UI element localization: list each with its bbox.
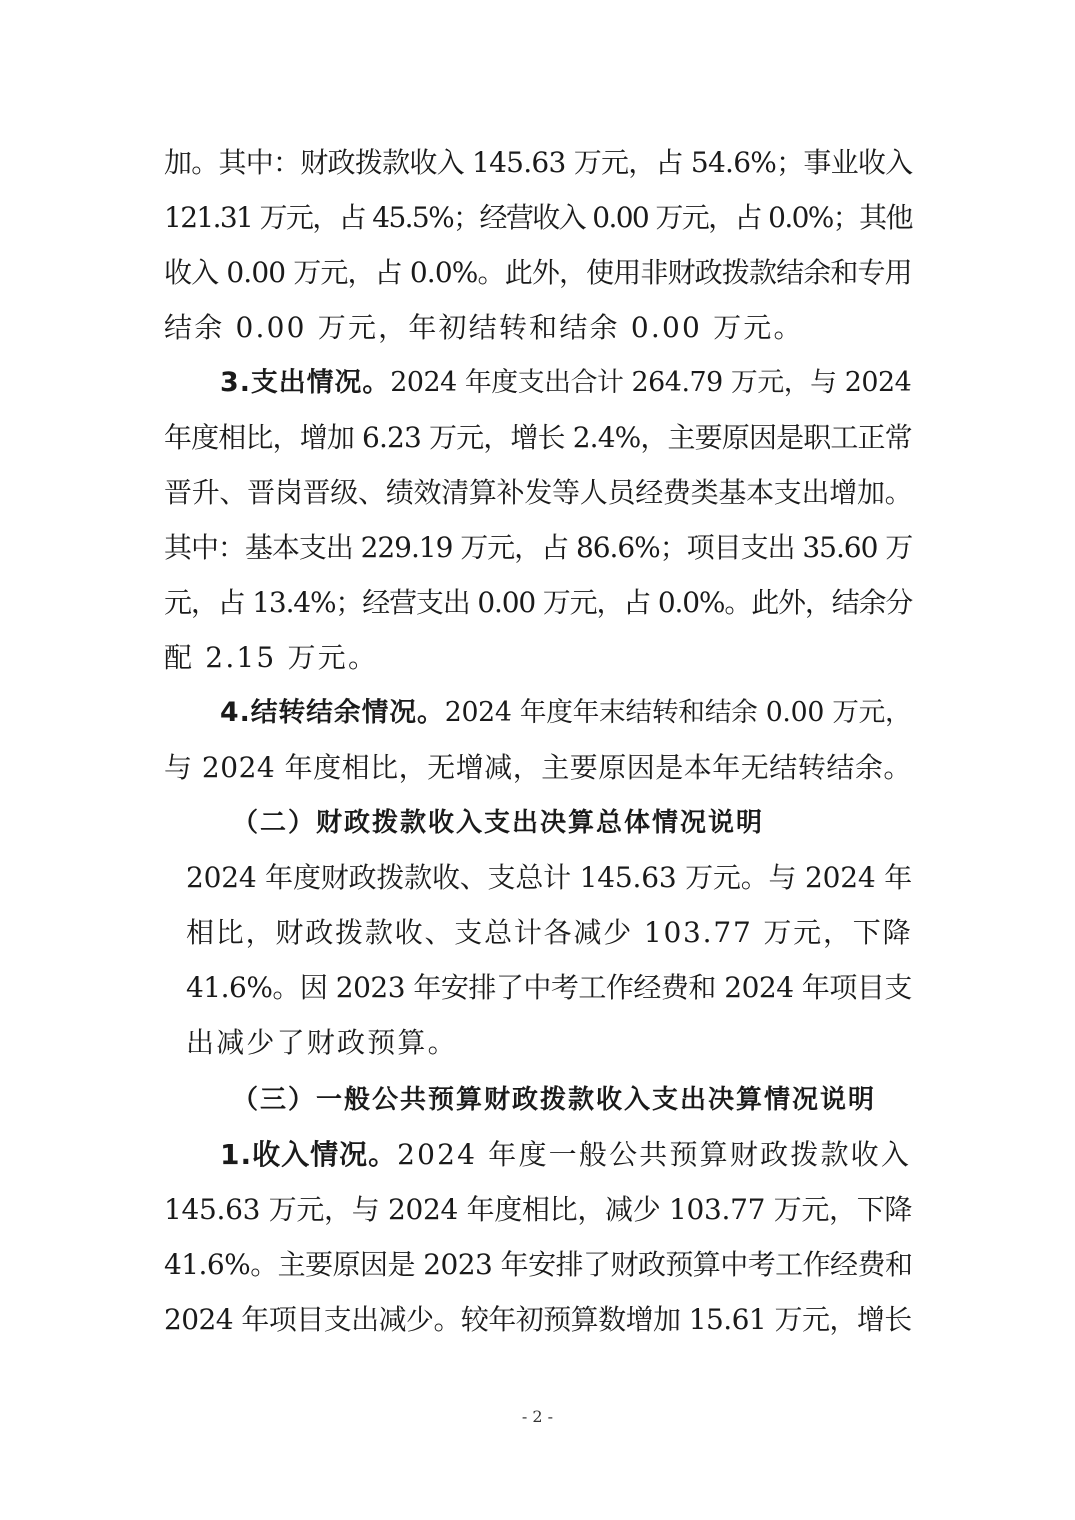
carryover-heading: 4.结转结余情况。 xyxy=(220,697,445,728)
paragraph-line: 2024 年项目支出减少。较年初预算数增加 15.61 万元，增长 xyxy=(164,1303,912,1336)
paragraph-line: 145.63 万元，与 2024 年度相比，减少 103.77 万元，下降 xyxy=(164,1193,913,1226)
paragraph-line: 41.6%。主要原因是 2023 年安排了财政预算中考工作经费和 xyxy=(164,1248,913,1281)
paragraph-line: 年度相比，增加 6.23 万元，增长 2.4%，主要原因是职工正常 xyxy=(164,421,912,454)
expenditure-first-line-text: 2024 年度支出合计 264.79 万元，与 2024 xyxy=(390,367,912,398)
paragraph-line: 收入 0.00 万元，占 0.0%。此外，使用非财政拨款结余和专用 xyxy=(164,256,912,289)
carryover-first-line-text: 2024 年度年末结转和结余 0.00 万元， xyxy=(444,697,912,728)
section-three-first-line xyxy=(220,1135,911,1175)
paragraph-line: 相比，财政拨款收、支总计各减少 103.77 万元，下降 xyxy=(186,916,913,949)
paragraph-line: 晋升、晋岗晋级、绩效清算补发等人员经费类基本支出增加。 xyxy=(164,476,913,509)
expenditure-heading: 3.支出情况。 xyxy=(220,367,391,398)
paragraph-line: 与 2024 年度相比，无增减，主要原因是本年无结转结余。 xyxy=(164,751,912,784)
section-three-heading: （三）一般公共预算财政拨款收入支出决算情况说明 xyxy=(232,1085,877,1115)
paragraph-line: 配 2.15 万元。 xyxy=(164,641,379,674)
carryover-first-line xyxy=(220,693,911,733)
paragraph-line: 其中：基本支出 229.19 万元，占 86.6%；项目支出 35.60 万 xyxy=(164,531,913,564)
paragraph-line: 元，占 13.4%；经营支出 0.00 万元，占 0.0%。此外，结余分 xyxy=(164,586,913,619)
income-heading: 1.收入情况。 xyxy=(220,1138,398,1171)
paragraph-line: 121.31 万元，占 45.5%；经营收入 0.00 万元，占 0.0%；其他 xyxy=(164,201,912,234)
expenditure-first-line xyxy=(220,363,911,403)
section-two-heading: （二）财政拨款收入支出决算总体情况说明 xyxy=(232,808,765,838)
paragraph-line: 41.6%。因 2023 年安排了中考工作经费和 2024 年项目支 xyxy=(186,971,912,1004)
paragraph-line: 结余 0.00 万元，年初结转和结余 0.00 万元。 xyxy=(164,311,804,344)
page-number: - 2 - xyxy=(521,1407,554,1426)
paragraph-line: 出减少了财政预算。 xyxy=(186,1026,458,1059)
paragraph-line: 2024 年度财政拨款收、支总计 145.63 万元。与 2024 年 xyxy=(186,861,912,894)
paragraph-line: 加。其中：财政拨款收入 145.63 万元，占 54.6%；事业收入 xyxy=(164,146,913,179)
income-first-line-text: 2024 年度一般公共预算财政拨款收入 xyxy=(397,1138,912,1171)
